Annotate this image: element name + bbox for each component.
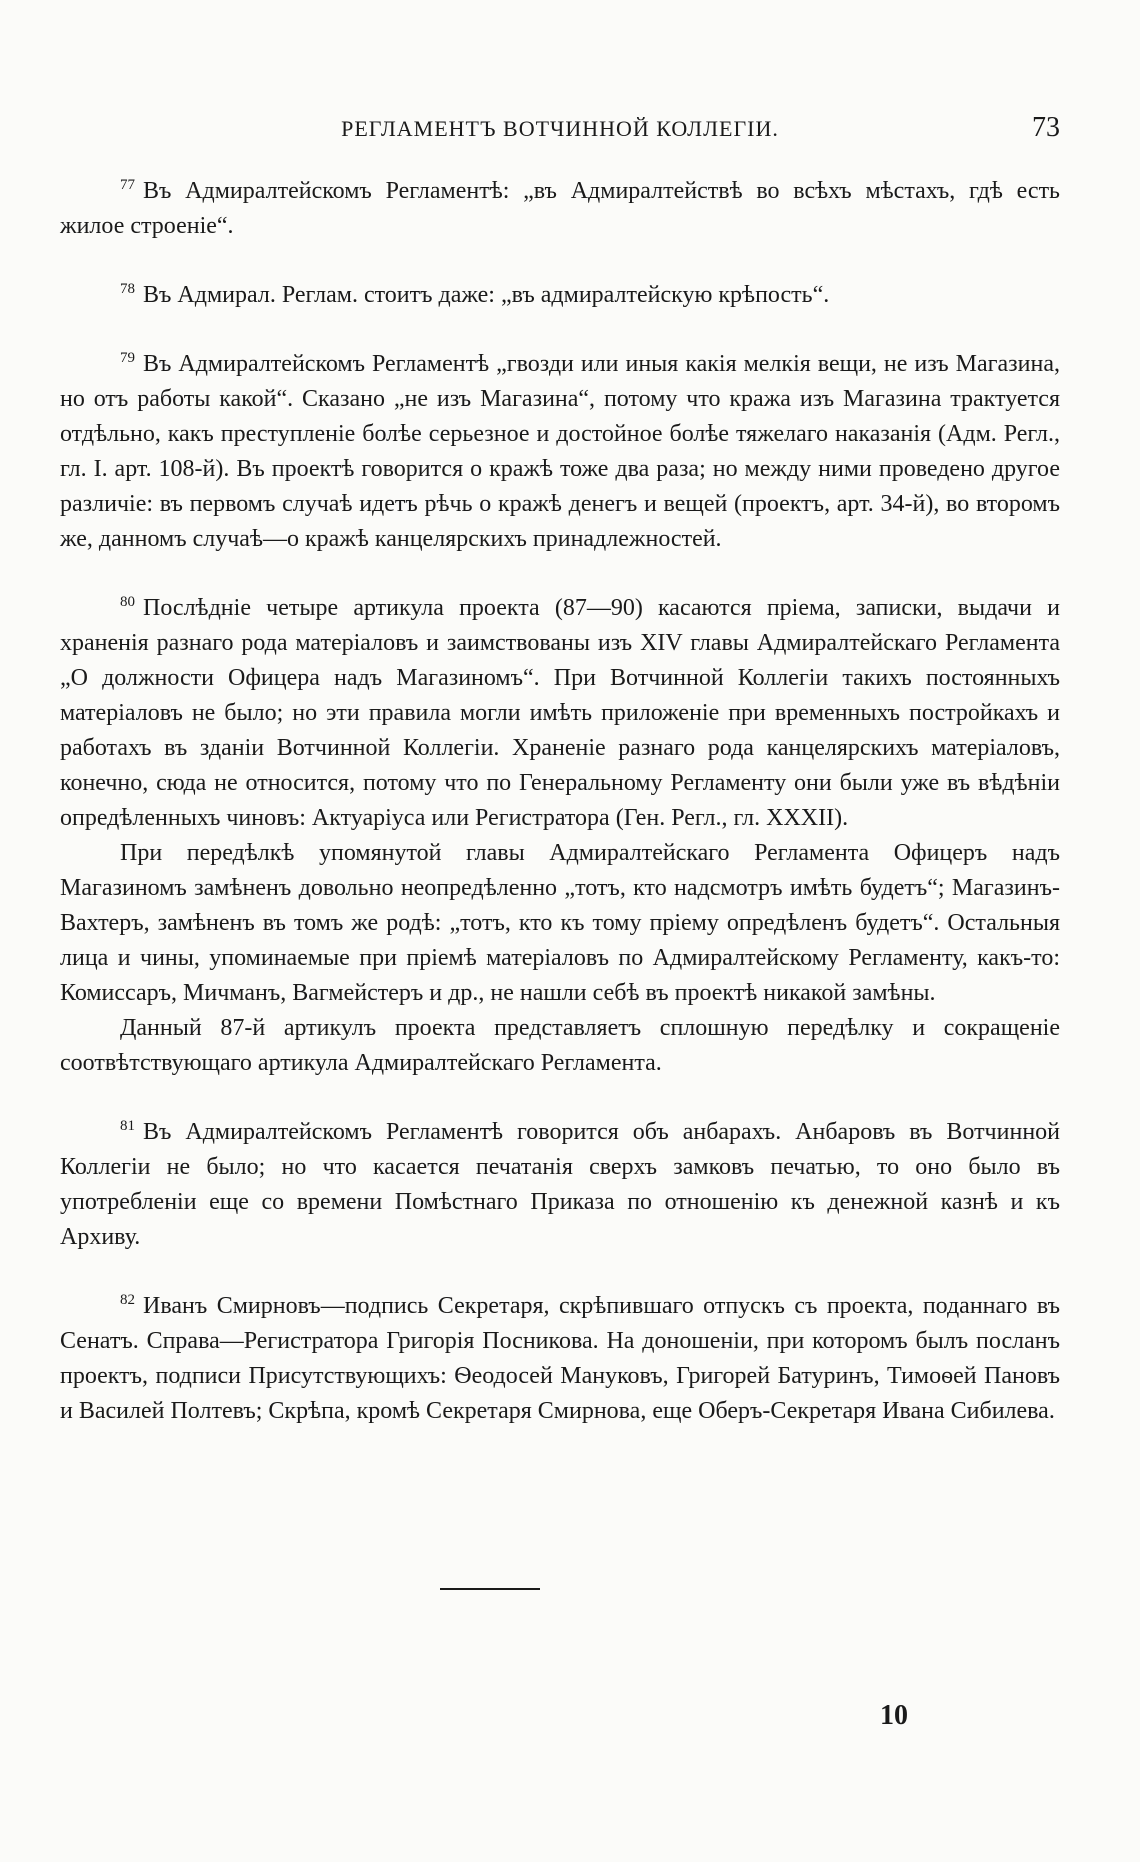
note-paragraph: $^{81}$ Въ Адмиралтейскомъ Регламентѣ говорится объ анбарахъ. Анбаровъ въ Вотчинной Коллегіи не было; но что касается печатанія сверхъ замковъ печатью, то оно было въ употребленіи еще со времени Помѣстнаго Приказа по отношенію къ денежной казнѣ и къ Архиву.: [60, 1118, 1060, 1250]
note-paragraph: $^{80}$ Послѣдніе четыре артикула проекта (87—90) касаются пріема, записки, выдачи и храненія разнаго рода матеріаловъ и заимствованы изъ XIV главы Адмиралтейскаго Регламента „О должности Офицера надъ Магазиномъ“. При Вотчинной Коллегіи такихъ постоянныхъ матеріаловъ не было; но эти правила могли имѣть приложеніе при временныхъ постройкахъ и работахъ въ зданіи Вотчинной Коллегіи. Храненіе разнаго рода канцелярскихъ матеріаловъ, конечно, сюда не относится, потому что по Генеральному Регламенту они были уже въ вѣдѣніи опредѣленныхъ чиновъ: Актуаріуса или Регистратора (Ген. Регл., гл. XXXII).: [60, 594, 1060, 831]
note-78: [60, 272, 1060, 313]
note-77: [60, 168, 1060, 244]
note-paragraph: Данный 87-й артикулъ проекта представляетъ сплошную передѣлку и сокращеніе соотвѣтствующаго артикула Адмиралтейскаго Регламента.: [60, 1015, 1060, 1076]
running-title: РЕГЛАМЕНТЪ ВОТЧИННОЙ КОЛЛЕГІИ.: [341, 116, 779, 141]
end-rule: [440, 1588, 540, 1590]
note-paragraph: $^{79}$ Въ Адмиралтейскомъ Регламентѣ „гвозди или иныя какія мелкія вещи, не изъ Магазина, но отъ работы какой“. Сказано „не изъ Магазина“, потому что кража изъ Магазина трактуется отдѣльно, какъ преступленіе болѣе серьезное и достойное болѣе тяжелаго наказанія (Адм. Регл., гл. I. арт. 108-й). Въ проектѣ говорится о кражѣ тоже два раза; но между ними проведено другое различіе: въ первомъ случаѣ идетъ рѣчь о кражѣ денегъ и вещей (проектъ, арт. 34-й), во второмъ же, данномъ случаѣ—о кражѣ канцелярскихъ принадлежностей.: [60, 350, 1060, 552]
note-82: [60, 1283, 1060, 1429]
note-number: 82: [120, 1292, 135, 1308]
page-number: 73: [1032, 112, 1060, 143]
note-number: 81: [120, 1118, 135, 1134]
note-79: [60, 341, 1060, 557]
signature-mark: 10: [880, 1700, 908, 1731]
note-81: [60, 1109, 1060, 1255]
note-paragraph: $^{78}$ Въ Адмирал. Реглам. стоитъ даже: „въ адмиралтейскую крѣпость“.: [120, 281, 830, 308]
note-80: [60, 585, 1060, 1081]
note-number: 79: [120, 350, 135, 366]
note-paragraph: $^{82}$ Иванъ Смирновъ—подпись Секретаря, скрѣпившаго отпускъ съ проекта, поданнаго въ Сенатъ. Справа—Регистратора Григорія Посникова. На доношеніи, при которомъ былъ посланъ проектъ, подписи Присутствующихъ: Ѳеодосей Мануковъ, Григорей Батуринъ, Тимоѳей Пановъ и Василей Полтевъ; Скрѣпа, кромѣ Секретаря Смирнова, еще Оберъ-Секретаря Ивана Сибилева.: [60, 1292, 1060, 1424]
page-header: [60, 112, 1060, 152]
note-number: 80: [120, 594, 135, 610]
note-paragraph: При передѣлкѣ упомянутой главы Адмиралтейскаго Регламента Офицеръ надъ Магазиномъ замѣненъ довольно неопредѣленно „тотъ, кто надсмотръ имѣть будетъ“; Магазинъ-Вахтеръ, замѣненъ въ томъ же родѣ: „тотъ, кто къ тому пріему опредѣленъ будетъ“. Остальныя лица и чины, упоминаемые при пріемѣ матеріаловъ по Адмиралтейскому Регламенту, какъ-то: Комиссаръ, Мичманъ, Вагмейстеръ и др., не нашли себѣ въ проектѣ никакой замѣны.: [60, 840, 1060, 1006]
footnotes: [60, 168, 1060, 1457]
note-number: 78: [120, 281, 135, 297]
note-number: 77: [120, 177, 135, 193]
note-paragraph: $^{77}$ Въ Адмиралтейскомъ Регламентѣ: „въ Адмиралтействѣ во всѣхъ мѣстахъ, гдѣ есть жилое строеніе“.: [60, 177, 1060, 239]
